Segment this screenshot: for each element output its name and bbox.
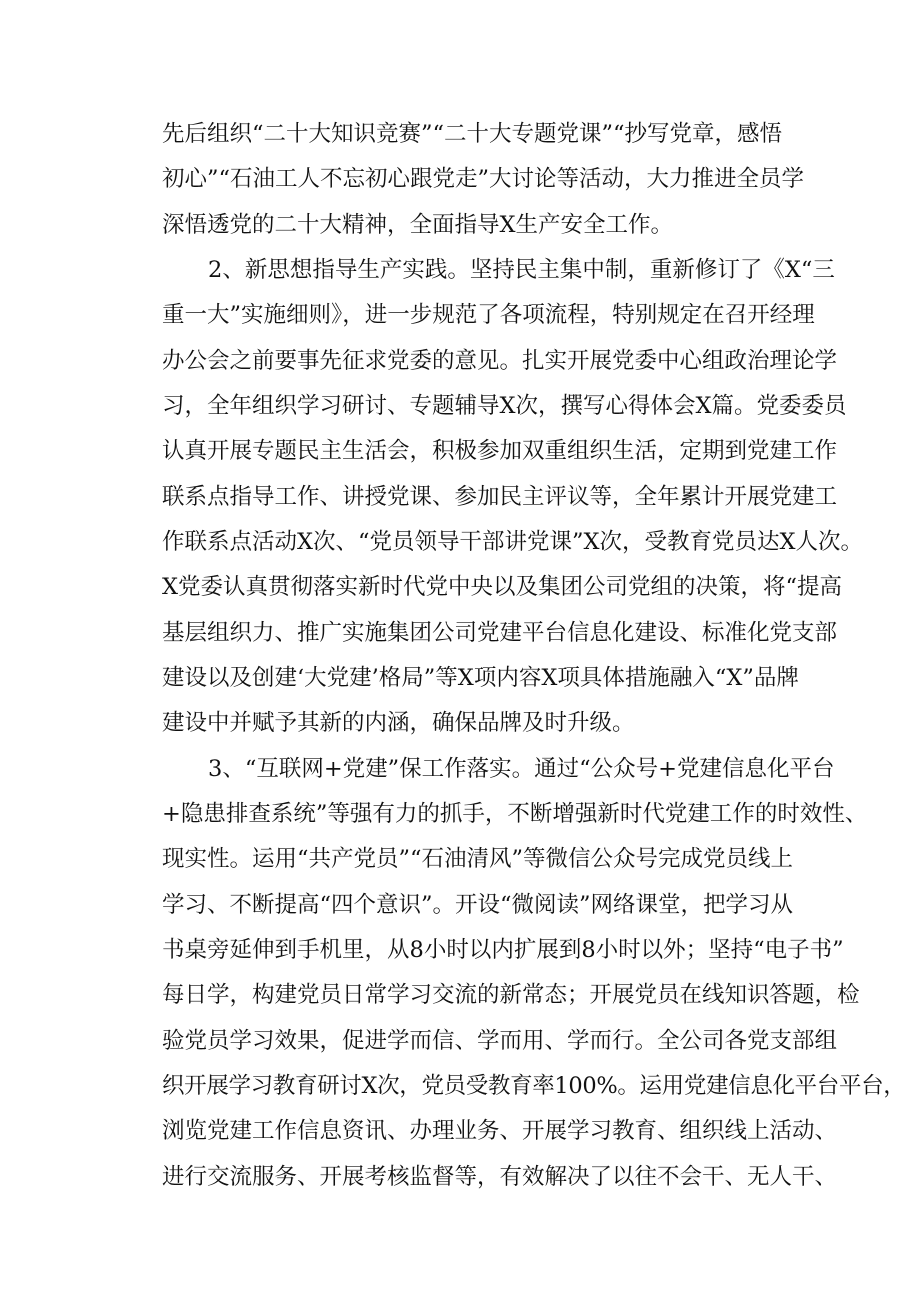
text-line: 基层组织力、推广实施集团公司党建平台信息化建设、标准化党支部 [162,620,838,646]
text-line: 建设中并赋予其新的内涵，确保品牌及时升级。 [162,710,635,736]
text-line: 2、新思想指导生产实践。坚持民主集中制，重新修订了《X“三 [208,257,835,283]
text-line: 习，全年组织学习研讨、专题辅导X次，撰写心得体会X篇。党委委员 [162,393,847,419]
text-line: 验党员学习效果，促进学而信、学而用、学而行。全公司各党支部组 [162,1028,838,1054]
text-line: 建设以及创建‘大党建’格局”等X项内容X项具体措施融入“X”品牌 [162,665,799,691]
text-line: 浏览党建工作信息资讯、办理业务、开展学习教育、组织线上活动、 [162,1118,838,1144]
text-line: +隐患排查系统”等强有力的抓手，不断增强新时代党建工作的时效性、 [162,801,868,827]
text-line: 认真开展专题民主生活会，积极参加双重组织生活，定期到党建工作 [162,438,838,464]
text-line: 深悟透党的二十大精神，全面指导X生产安全工作。 [162,212,674,238]
text-line: 织开展学习教育研讨X次，党员受教育率100%。运用党建信息化平台平台， [162,1073,906,1099]
text-line: 先后组织“二十大知识竞赛”“二十大专题党课”“抄写党章，感悟 [162,121,783,147]
text-line: 每日学，构建党员日常学习交流的新常态；开展党员在线知识答题，检 [162,982,860,1008]
text-line: 办公会之前要事先征求党委的意见。扎实开展党委中心组政治理论学 [162,348,838,374]
text-line: 学习、不断提高“四个意识”。开设“微阅读”网络课堂，把学习从 [162,892,794,918]
text-line: X党委认真贯彻落实新时代党中央以及集团公司党组的决策，将“提高 [162,574,843,600]
text-line: 作联系点活动X次、“党员领导干部讲党课”X次，受教育党员达X人次。 [162,529,864,555]
text-line: 联系点指导工作、讲授党课、参加民主评议等，全年累计开展党建工 [162,484,838,510]
text-line: 初心”“石油工人不忘初心跟党走”大讨论等活动，大力推进全员学 [162,166,805,192]
text-line: 3、“互联网+党建”保工作落实。通过“公众号+党建信息化平台 [208,756,835,782]
text-line: 书桌旁延伸到手机里，从8小时以内扩展到8小时以外；坚持“电子书” [162,937,844,963]
text-line: 现实性。运用“共产党员”“石油清风”等微信公众号完成党员线上 [162,846,794,872]
text-line: 重一大”实施细则》，进一步规范了各项流程，特别规定在召开经理 [162,302,815,328]
text-line: 进行交流服务、开展考核监督等，有效解决了以往不会干、无人干、 [162,1164,838,1190]
